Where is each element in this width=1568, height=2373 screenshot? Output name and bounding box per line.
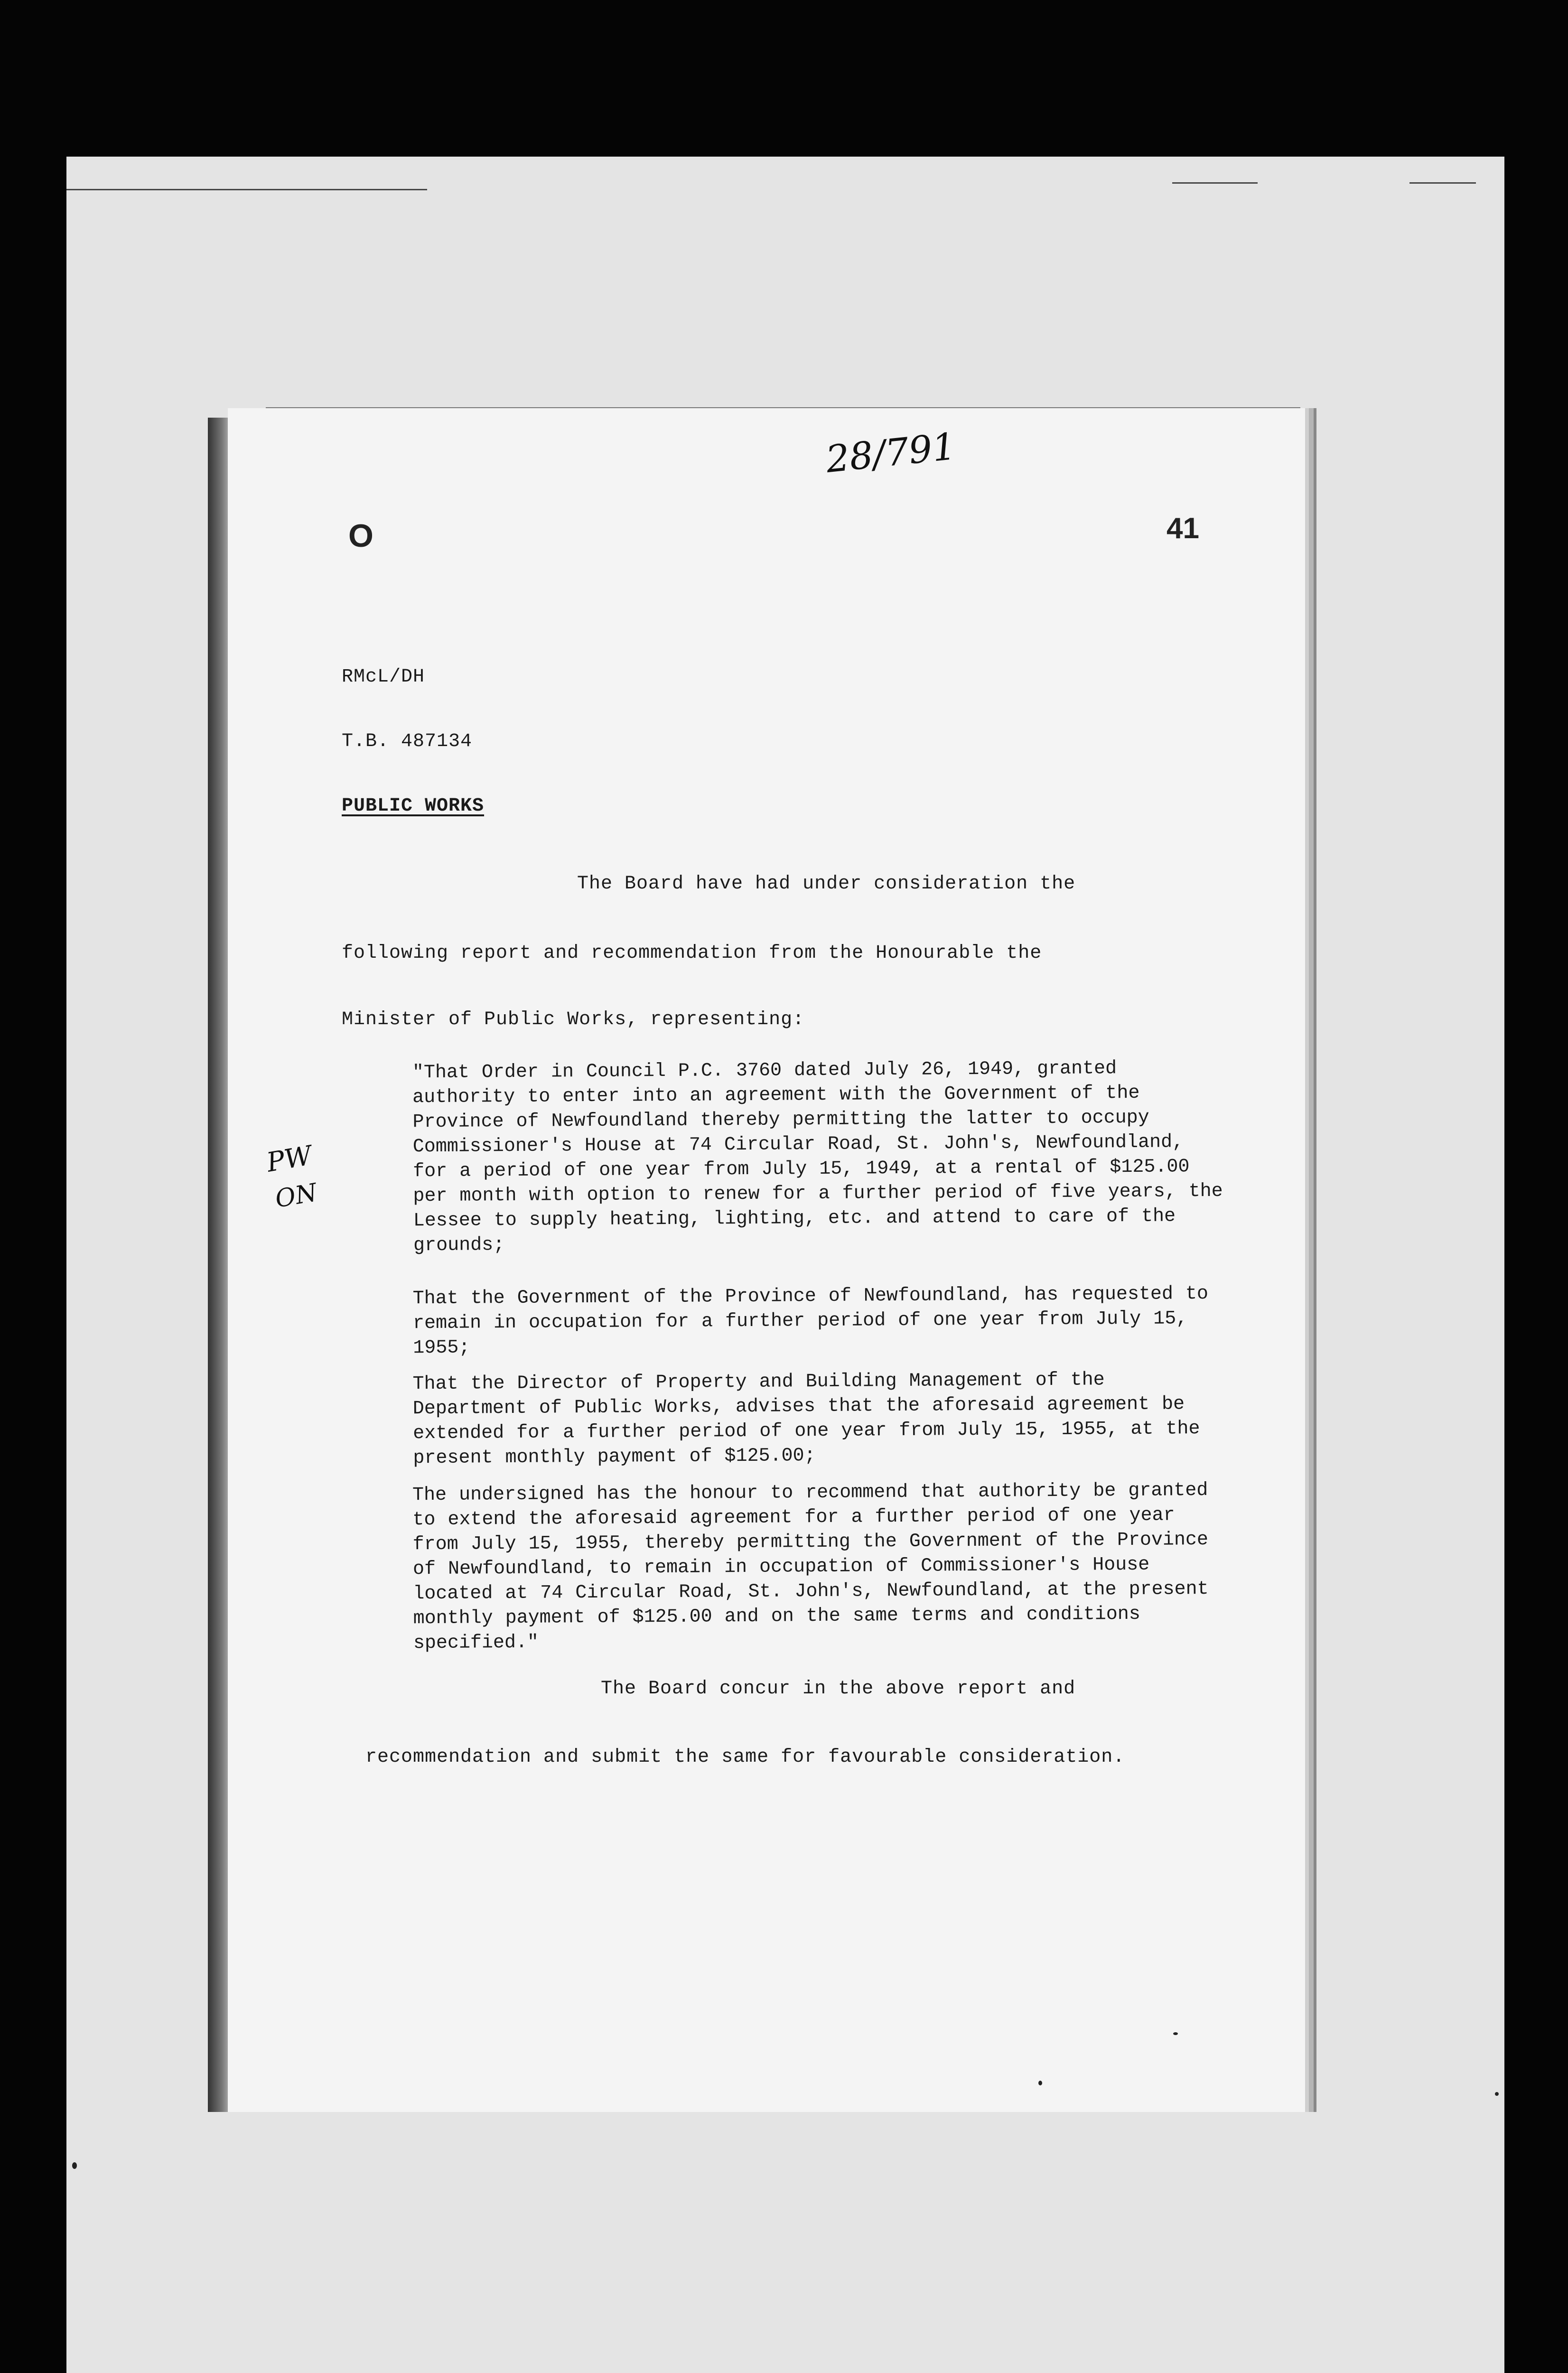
margin-note-line-2: ON xyxy=(273,1178,319,1214)
left-mark: O xyxy=(348,518,373,554)
treasury-board-number: T.B. 487134 xyxy=(342,731,473,752)
file-reference: 28/791 xyxy=(824,425,958,482)
paragraph-recommendation: The undersigned has the honour to recommend that authority be granted to extend the aforesaid agreement for a further period of one year from July 15, 1955, thereby permitting the Government of the Province of Newfoundland, to remain in occupation of Commissioner's House located at 74 Circular Road, St. John's, Newfoundland, at the present monthly payment of $125.00 and on the same terms and conditions specified." xyxy=(412,1480,1209,1654)
paragraph-government-request: That the Government of the Province of Newfoundland, has requested to remain in occupation for a further period of one year from July 15, 1955; xyxy=(412,1283,1209,1359)
intro-line-1: The Board have had under consideration the xyxy=(577,873,1076,895)
ink-speck xyxy=(1038,2081,1042,2085)
ink-speck xyxy=(1173,2032,1178,2035)
top-rule-far-right xyxy=(1409,182,1476,184)
margin-note-line-1: PW xyxy=(264,1140,315,1178)
document-page xyxy=(228,408,1305,2112)
closing-line-1: The Board concur in the above report and xyxy=(601,1678,1076,1700)
closing-line-2: recommendation and submit the same for favourable consideration. xyxy=(365,1747,1125,1768)
page-number: 41 xyxy=(1167,512,1199,545)
ink-speck xyxy=(72,2162,77,2169)
reference-initials: RMcL/DH xyxy=(342,666,425,688)
intro-line-3: Minister of Public Works, representing: xyxy=(342,1009,805,1030)
paragraph-director-advice: That the Director of Property and Building Management of the Department of Public Works, advises that the aforesaid agreement be extended for a further period of one year from July 15, 1955, at the present monthly payment of $125.00; xyxy=(412,1369,1200,1469)
section-heading: PUBLIC WORKS xyxy=(342,795,485,817)
intro-line-2: following report and recommendation from the Honourable the xyxy=(342,943,1042,964)
top-rule-right xyxy=(1172,182,1258,184)
top-rule-left xyxy=(66,189,427,190)
paragraph-order-in-council: "That Order in Council P.C. 3760 dated July 26, 1949, granted authority to enter into an agreement with the Government of the Province of Newfoundland thereby permitting the latter to occupy Commissioner's House at 74 Circular Road, St. John's, Newfoundland, for a period of one year from July 15, 1949, at a rental of $125.00 per month with option to renew for a further period of five years, the Lessee to supply heating, lighting, etc. and attend to care of the grounds; xyxy=(412,1058,1223,1257)
ink-speck xyxy=(1495,2092,1499,2096)
